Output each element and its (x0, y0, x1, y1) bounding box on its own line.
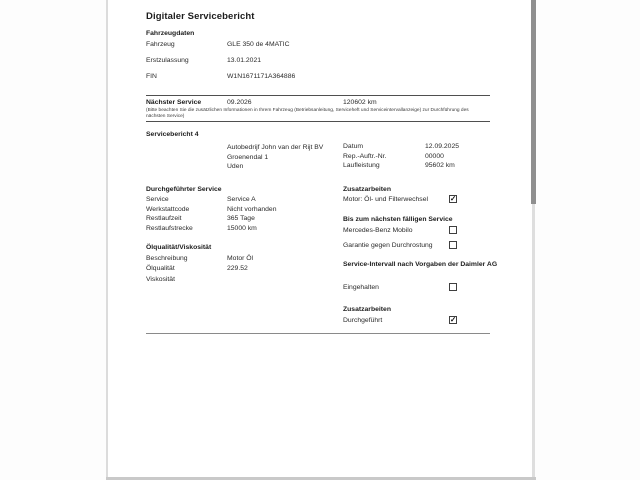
field-label: Fahrzeug (146, 41, 175, 48)
vehicle-data-table (146, 41, 492, 89)
checkbox-label: Motor: Öl- und Filterwechsel (343, 196, 428, 203)
checkbox-label: Durchgeführt (343, 317, 383, 324)
page-title: Digitaler Servicebericht (146, 11, 255, 22)
checkbox-label: Garantie gegen Durchrostung (343, 242, 433, 249)
performed-service-heading: Durchgeführter Service (146, 186, 222, 193)
field-label: Restlaufstrecke (146, 224, 193, 232)
checklist-item (343, 317, 459, 326)
divider (146, 95, 490, 96)
next-service-mileage: 120602 km (343, 99, 377, 106)
field-label: Laufleistung (343, 162, 380, 169)
divider (146, 333, 490, 334)
field-value: W1N1671171A364886 (227, 73, 296, 80)
field-value: 95602 km (425, 162, 455, 169)
field-value: GLE 350 de 4MATIC (227, 41, 290, 48)
checkbox-unchecked (449, 283, 457, 291)
field-value: Service A (227, 196, 256, 203)
checklist-item (343, 227, 459, 236)
service-interval-heading: Service-Intervall nach Vorgaben der Daimler AG (343, 261, 498, 268)
table-row (146, 57, 492, 73)
table-row (343, 143, 493, 153)
field-label: Rep.-Auftr.-Nr. (343, 152, 387, 160)
checklist-item (343, 242, 459, 251)
workshop-street: Groenendal 1 (227, 153, 269, 161)
table-row (146, 41, 492, 57)
field-value: 00000 (425, 152, 444, 160)
additional-work-top-heading: Zusatzarbeiten (343, 186, 391, 193)
field-label: Viskosität (146, 275, 175, 283)
field-label: Beschreibung (146, 255, 188, 262)
table-row (146, 206, 492, 216)
checkbox-unchecked (449, 241, 457, 249)
report-heading: Servicebericht 4 (146, 131, 199, 138)
oil-table (146, 255, 492, 286)
checklist-item (343, 284, 459, 293)
field-label: Erstzulassung (146, 57, 189, 64)
checklist-item (343, 196, 459, 205)
field-label: Service (146, 196, 169, 203)
field-label: Datum (343, 143, 364, 150)
field-value: Motor Öl (227, 255, 254, 262)
field-value: 229.52 (227, 265, 248, 273)
report-meta-table (343, 143, 493, 172)
workshop-address (227, 143, 357, 172)
workshop-name: Autobedrijf John van der Rijt BV (227, 144, 324, 151)
until-next-service-heading: Bis zum nächsten fälligen Service (343, 216, 453, 223)
oil-section-heading: Ölqualität/Viskosität (146, 244, 212, 251)
field-label: Restlaufzeit (146, 215, 182, 222)
field-value: Nicht vorhanden (227, 205, 277, 213)
checkbox-label: Mercedes-Benz Mobilo (343, 227, 413, 234)
field-value: 15000 km (227, 224, 257, 232)
scrollbar-thumb[interactable] (531, 0, 536, 204)
table-row (343, 153, 493, 163)
field-label: Ölqualität (146, 265, 175, 273)
field-value: 12.09.2025 (425, 143, 460, 150)
field-value: 13.01.2021 (227, 57, 262, 64)
field-value: 365 Tage (227, 215, 255, 222)
checkbox-unchecked (449, 226, 457, 234)
table-row (146, 73, 492, 89)
checkbox-label: Eingehalten (343, 284, 379, 291)
field-label: Werkstattcode (146, 205, 190, 213)
divider (146, 121, 490, 122)
next-service-heading: Nächster Service (146, 99, 202, 106)
page-left-border (106, 0, 108, 480)
workshop-city: Uden (227, 163, 244, 170)
checkbox-checked: ✓ (450, 315, 457, 324)
checkbox-checked: ✓ (450, 194, 457, 203)
vehicle-section-heading: Fahrzeugdaten (146, 30, 195, 37)
additional-work-bottom-heading: Zusatzarbeiten (343, 306, 391, 313)
next-service-date: 09.2026 (227, 99, 252, 106)
table-row (343, 162, 493, 172)
next-service-note: (Bitte beachten Sie die zusätzlichen Informationen in Ihrem Fahrzeug (Betriebsanleitung, Serviceheft und Serviceintervallanzeige) zur Durchführung des nächsten Service) (146, 108, 469, 119)
field-label: FIN (146, 73, 157, 80)
